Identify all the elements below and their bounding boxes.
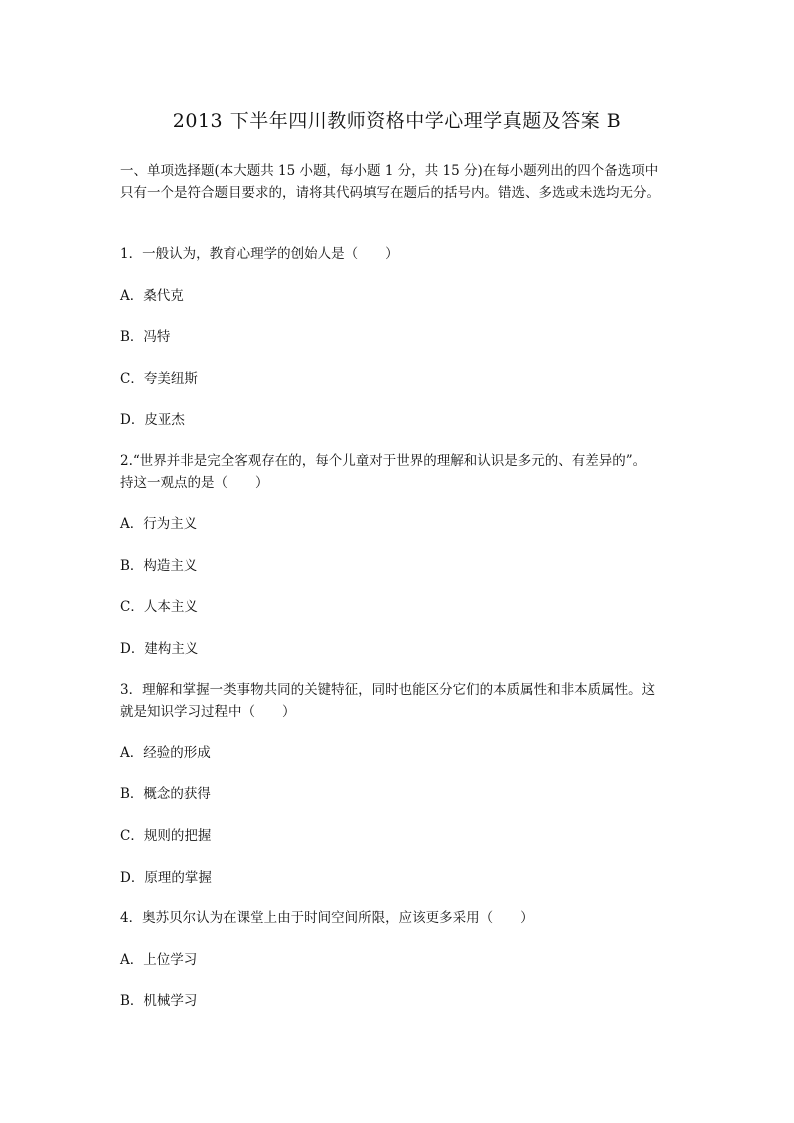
question-4-option-a: A．上位学习 — [120, 952, 198, 968]
section-instructions — [120, 160, 680, 204]
question-3-option-a: A．经验的形成 — [120, 745, 211, 761]
question-2-option-a: A．行为主义 — [120, 516, 198, 532]
question-4-option-b: B．机械学习 — [120, 993, 198, 1009]
question-3-option-d: D．原理的掌握 — [120, 870, 212, 886]
instructions-line: 只有一个是符合题目要求的，请将其代码填写在题后的括号内。错选、多选或未选均无分。 — [120, 185, 660, 201]
question-3-option-c: C．规则的把握 — [120, 828, 212, 844]
document-title: 2013 下半年四川教师资格中学心理学真题及答案 B — [172, 110, 622, 132]
question-2-option-d: D．建构主义 — [120, 641, 199, 657]
question-2-stem-line-1: 2.“世界并非是完全客观存在的，每个儿童对于世界的理解和认识是多元的、有差异的”。 — [120, 453, 647, 469]
question-1-stem: 1．一般认为，教育心理学的创始人是（ ） — [120, 246, 399, 262]
instructions-line: 一、单项选择题(本大题共 15 小题，每小题 1 分，共 15 分)在每小题列出的四个备选项中 — [120, 163, 659, 179]
question-2-option-b: B．构造主义 — [120, 558, 198, 574]
question-1-option-c: C．夸美纽斯 — [120, 371, 198, 387]
question-1-option-b: B．冯特 — [120, 329, 171, 345]
question-1-option-d: D．皮亚杰 — [120, 412, 185, 428]
question-4-stem: 4．奥苏贝尔认为在课堂上由于时间空间所限，应该更多采用（ ） — [120, 910, 534, 926]
question-3-stem-line-2: 就是知识学习过程中（ ） — [120, 704, 296, 720]
question-2-stem-line-2: 持这一观点的是（ ） — [120, 475, 269, 491]
question-2-option-c: C．人本主义 — [120, 599, 198, 615]
question-1-option-a: A．桑代克 — [120, 288, 184, 304]
question-3-stem-line-1: 3．理解和掌握一类事物共同的关键特征，同时也能区分它们的本质属性和非本质属性。这 — [120, 682, 656, 698]
question-3-option-b: B．概念的获得 — [120, 786, 211, 802]
